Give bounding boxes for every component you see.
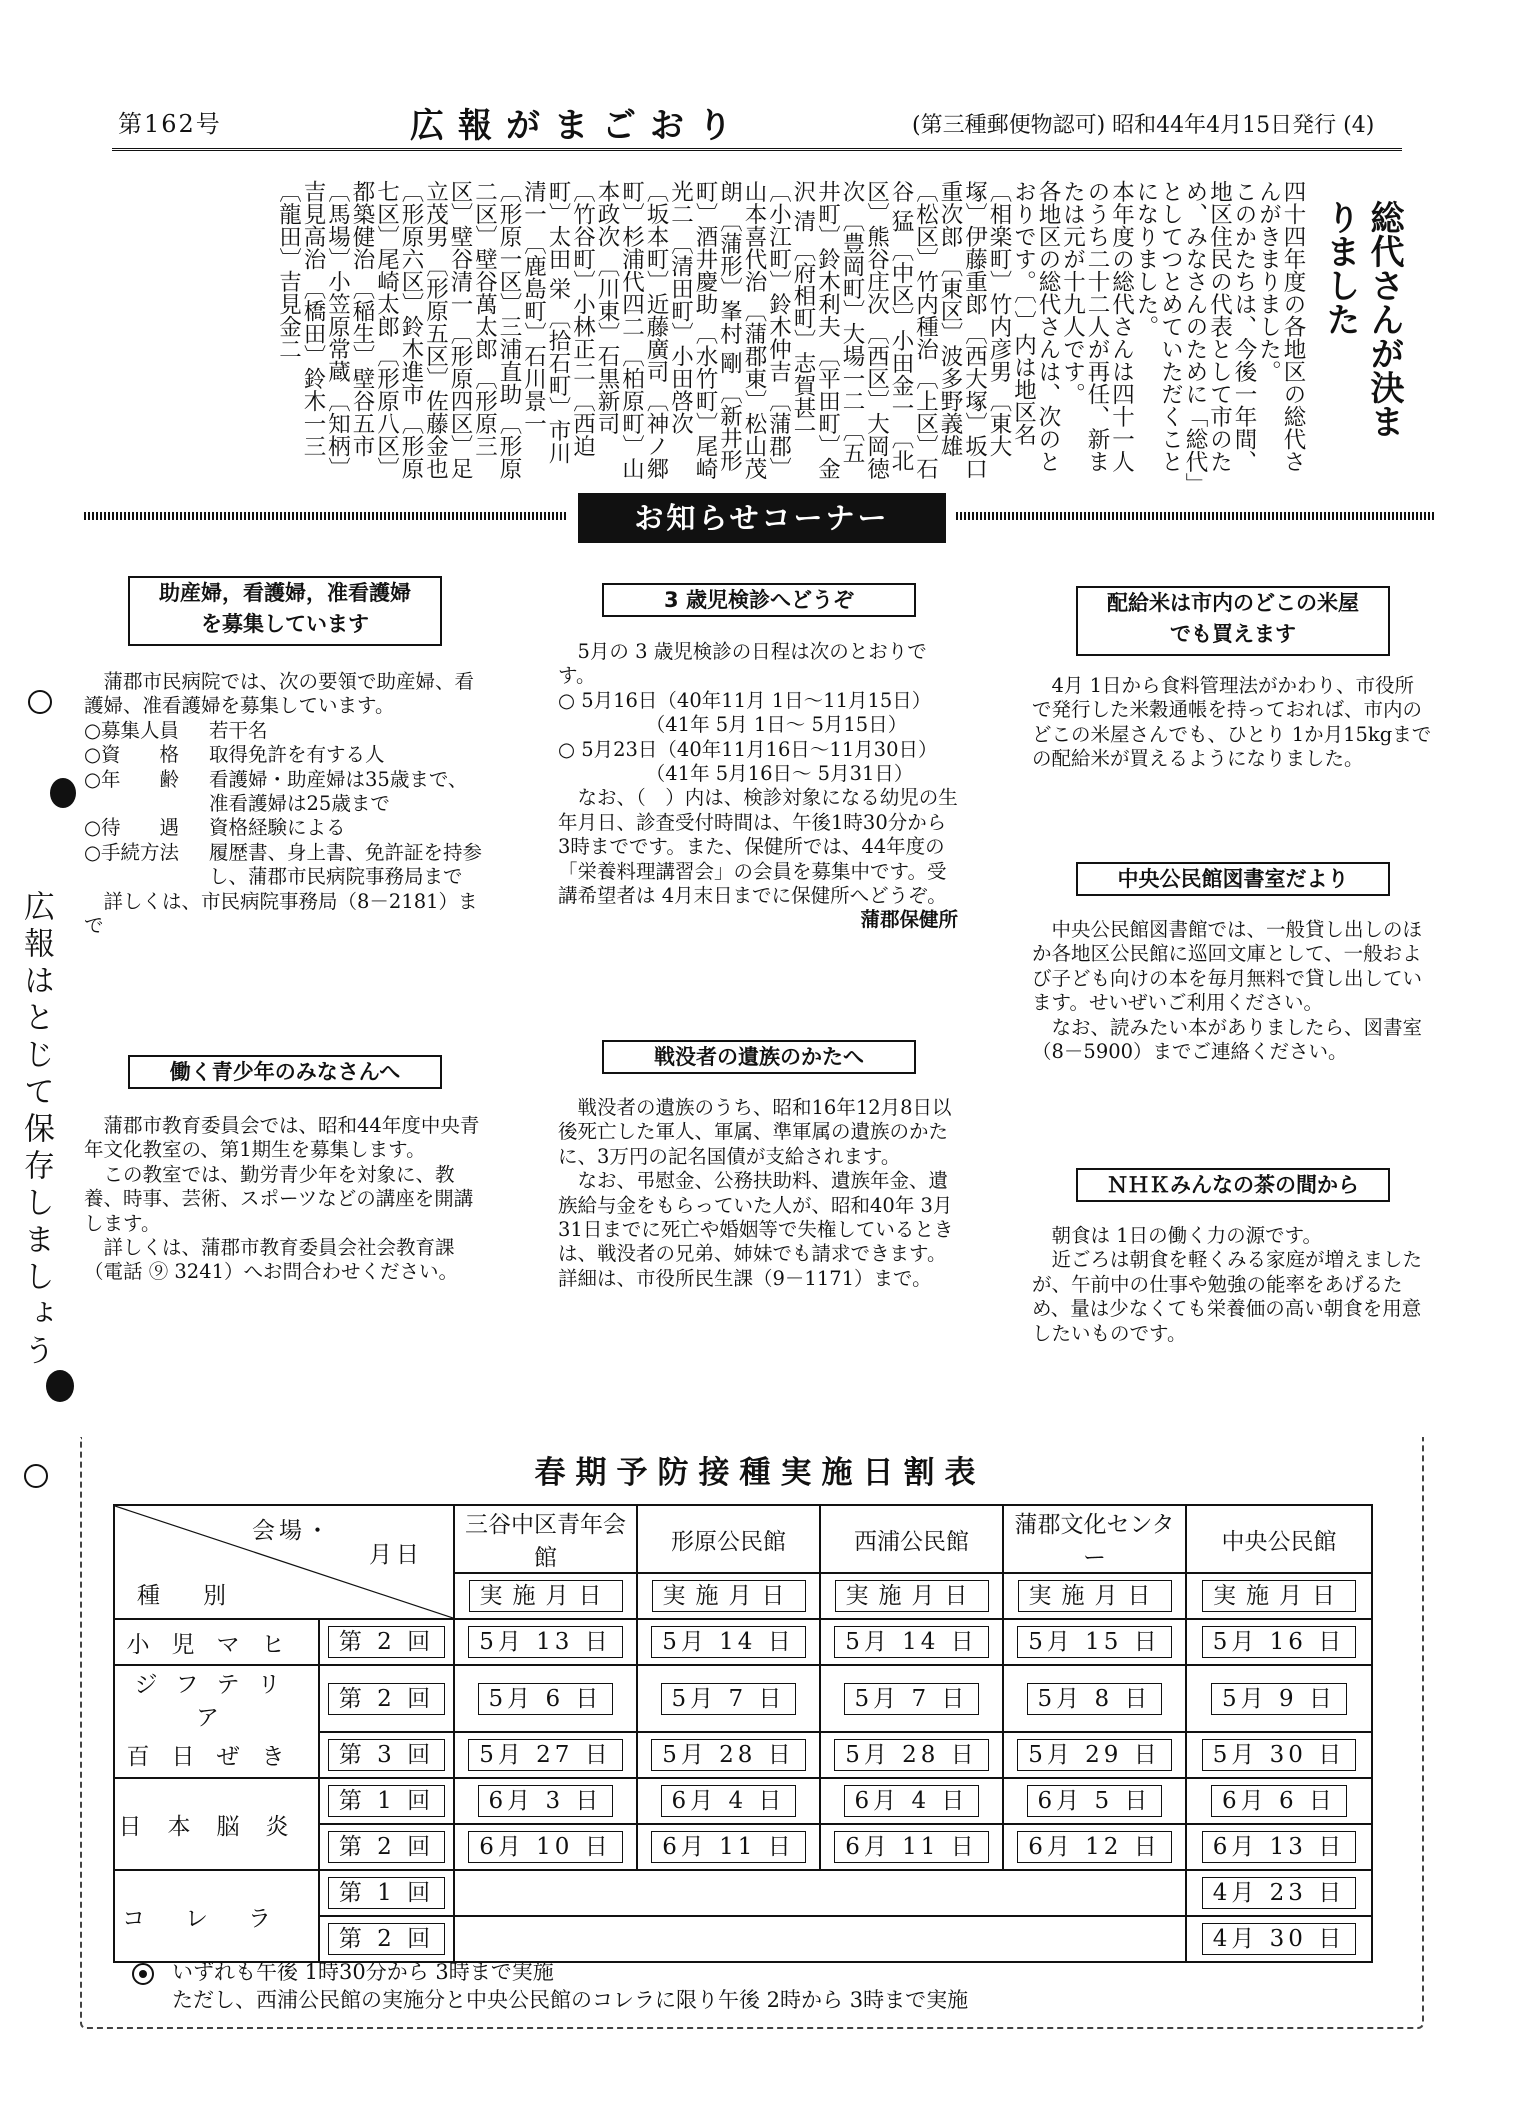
youth-article bbox=[84, 1114, 484, 1285]
disease-cell: 百日ぜき bbox=[114, 1732, 319, 1778]
binding-hole bbox=[28, 690, 52, 714]
date-cell bbox=[637, 1824, 820, 1870]
library-paragraph: なお、読みたい本がありましたら、図書室（8－5900）までご連絡ください。 bbox=[1032, 1015, 1423, 1064]
detail-value: 若干名 bbox=[209, 718, 268, 742]
sodai-paragraph: このかたちは、今後一年間、地区住民の代表として市のため、みなさんのために「総代」としてつとめていただくことになりました。 bbox=[1133, 180, 1257, 484]
date-value: 5月 6 日 bbox=[478, 1683, 614, 1715]
date-value: 5月 7 日 bbox=[661, 1683, 797, 1715]
date-cell bbox=[454, 1824, 637, 1870]
nhk-paragraph: 近ごろは朝食を軽くみる家庭が増えましたが、午前中の仕事や勉強の能率をあげるため、量は少なくても栄養価の高い朝食を用意したいものです。 bbox=[1032, 1248, 1423, 1345]
checkup-schedule-line: （41年 5月16日～ 5月31日） bbox=[558, 762, 914, 786]
empty-cell bbox=[454, 1870, 1186, 1916]
detail-row bbox=[84, 816, 484, 840]
date-cell bbox=[1003, 1732, 1186, 1778]
detail-value: 取得免許を有する人 bbox=[209, 743, 385, 767]
date-value: 6月 10 日 bbox=[468, 1831, 623, 1863]
vaccination-schedule-table bbox=[113, 1504, 1373, 1963]
checkup-schedule-line: ○ 5月23日（40年11月16日～11月30日） bbox=[558, 737, 938, 761]
checkup-heading: 3 歳児検診へどうぞ bbox=[602, 583, 916, 617]
nurse-details bbox=[84, 719, 484, 890]
venue-header bbox=[820, 1505, 1003, 1573]
date-value: 6月 5 日 bbox=[1027, 1785, 1163, 1817]
corner-label-date: 月日 bbox=[369, 1542, 423, 1568]
detail-row bbox=[84, 743, 484, 767]
subheader-label: 実施月日 bbox=[1018, 1580, 1172, 1612]
date-cell bbox=[1186, 1916, 1372, 1962]
subheader-cell bbox=[1003, 1573, 1186, 1619]
library-heading: 中央公民館図書室だより bbox=[1076, 862, 1390, 896]
date-cell bbox=[1186, 1732, 1372, 1778]
date-cell bbox=[637, 1665, 820, 1732]
date-value: 5月 28 日 bbox=[651, 1739, 806, 1771]
detail-label: ○待 遇 bbox=[84, 816, 180, 840]
sodai-paragraph: 各地区の総代さんは、次のとおりです。〔 〕内は地区名 bbox=[1010, 180, 1061, 473]
sodai-title: 総代さんが決まりました bbox=[1320, 200, 1404, 438]
header-rule bbox=[112, 148, 1402, 151]
table-row bbox=[114, 1870, 1372, 1916]
nurse-heading-line: 助産婦，看護婦，准看護婦 bbox=[159, 581, 411, 605]
date-cell bbox=[1186, 1665, 1372, 1732]
venue-name: 西浦公民館 bbox=[854, 1528, 969, 1555]
disease-cell: 小児マヒ bbox=[114, 1619, 319, 1665]
date-cell bbox=[820, 1824, 1003, 1870]
subheader-cell bbox=[1186, 1573, 1372, 1619]
date-cell bbox=[1186, 1870, 1372, 1916]
date-value: 6月 11 日 bbox=[834, 1831, 989, 1863]
detail-row bbox=[84, 719, 484, 743]
date-cell bbox=[1003, 1619, 1186, 1665]
venue-header bbox=[1003, 1505, 1186, 1573]
date-value: 5月 9 日 bbox=[1211, 1683, 1347, 1715]
empty-cell bbox=[454, 1916, 1186, 1962]
round-label: 第 3 回 bbox=[328, 1739, 445, 1771]
nhk-heading: ＮＨＫみんなの茶の間から bbox=[1076, 1168, 1390, 1202]
round-cell bbox=[319, 1916, 454, 1962]
youth-heading: 働く青少年のみなさんへ bbox=[128, 1055, 442, 1089]
nhk-article bbox=[1032, 1224, 1432, 1346]
venue-header bbox=[454, 1505, 637, 1573]
detail-row bbox=[84, 768, 484, 817]
date-value: 5月 27 日 bbox=[468, 1739, 623, 1771]
nurse-contact: 詳しくは、市民病院事務局（8－2181）まで bbox=[84, 889, 478, 938]
date-cell bbox=[820, 1778, 1003, 1824]
checkup-schedule-line: ○ 5月16日（40年11月 1日～11月15日） bbox=[558, 688, 932, 712]
sodai-article bbox=[80, 180, 1305, 485]
publication-info: (第三種郵便物認可) 昭和44年4月15日発行 (4) bbox=[912, 113, 1375, 138]
date-cell bbox=[637, 1778, 820, 1824]
corner-cell bbox=[114, 1505, 454, 1619]
detail-label: ○募集人員 bbox=[84, 718, 180, 742]
detail-row bbox=[84, 841, 484, 890]
table-header-row bbox=[114, 1505, 1372, 1573]
date-value: 5月 15 日 bbox=[1017, 1626, 1172, 1658]
checkup-body: なお、（ ）内は、検診対象になる幼児の生年月日、診査受付時間は、午後1時30分から3時までです。また、保健所では、44年度の「栄養料理講習会」の会員を募集中です。受講希望者は 4月末日までに保健所へどうぞ。 bbox=[558, 786, 958, 908]
youth-paragraph: この教室では、勤労青少年を対象に、教養、時事、芸術、スポーツなどの講座を開講します。 bbox=[84, 1162, 474, 1235]
notice-corner-title: お知らせコーナー bbox=[578, 493, 946, 543]
newsletter-title: 広報がまごおり bbox=[410, 106, 746, 146]
nurse-heading bbox=[128, 576, 442, 646]
bereaved-article bbox=[558, 1096, 958, 1291]
schedule-title: 春期予防接種実施日割表 bbox=[534, 1455, 986, 1491]
venue-header bbox=[637, 1505, 820, 1573]
round-label: 第 1 回 bbox=[328, 1877, 445, 1909]
detail-label: ○資 格 bbox=[84, 743, 180, 767]
bullet-icon bbox=[132, 1963, 154, 1985]
venue-header bbox=[1186, 1505, 1372, 1573]
corner-label-type: 種 別 bbox=[137, 1583, 236, 1609]
detail-value: 看護婦・助産婦は35歳まで、准看護婦は25歳まで bbox=[209, 767, 468, 816]
sodai-paragraph: 四十四年度の各地区の総代さんがきまりました。 bbox=[1255, 180, 1306, 473]
round-cell bbox=[319, 1778, 454, 1824]
round-cell bbox=[319, 1665, 454, 1732]
date-value: 5月 7 日 bbox=[844, 1683, 980, 1715]
date-cell bbox=[820, 1665, 1003, 1732]
date-cell bbox=[820, 1619, 1003, 1665]
corner-label-venue: 会場・ bbox=[252, 1518, 333, 1544]
date-value: 4月 23 日 bbox=[1202, 1877, 1357, 1909]
date-cell bbox=[1003, 1778, 1186, 1824]
date-cell bbox=[454, 1778, 637, 1824]
date-cell bbox=[454, 1619, 637, 1665]
disease-cell: コレラ bbox=[114, 1870, 319, 1962]
note-line bbox=[132, 1986, 968, 2014]
date-cell bbox=[637, 1732, 820, 1778]
date-cell bbox=[454, 1665, 637, 1732]
rice-heading bbox=[1076, 586, 1390, 656]
note-line bbox=[132, 1958, 968, 1986]
subheader-cell bbox=[454, 1573, 637, 1619]
date-value: 5月 14 日 bbox=[651, 1626, 806, 1658]
date-value: 5月 8 日 bbox=[1027, 1683, 1163, 1715]
date-cell bbox=[1186, 1824, 1372, 1870]
date-value: 5月 13 日 bbox=[468, 1626, 623, 1658]
date-value: 6月 3 日 bbox=[478, 1785, 614, 1817]
bereaved-paragraph: なお、弔慰金、公務扶助料、遺族年金、遺族給与金をもらっていた人が、昭和40年 3月31日までに死亡や婚姻等で失権しているときは、戦没者の兄弟、姉妹でも請求できます。詳細は、市役所民生課（9－1171）まで。 bbox=[558, 1169, 954, 1290]
round-label: 第 2 回 bbox=[328, 1923, 445, 1955]
date-cell bbox=[454, 1732, 637, 1778]
subheader-cell bbox=[820, 1573, 1003, 1619]
table-row bbox=[114, 1665, 1372, 1732]
youth-paragraph: 詳しくは、蒲郡市教育委員会社会教育課（電話 ⑨ 3241）へお問合わせください。 bbox=[84, 1236, 459, 1284]
issue-number: 第162号 bbox=[118, 110, 222, 138]
date-cell bbox=[1186, 1778, 1372, 1824]
round-label: 第 2 回 bbox=[328, 1831, 445, 1863]
checkup-signature: 蒲郡保健所 bbox=[860, 908, 958, 932]
disease-cell: 日本脳炎 bbox=[114, 1778, 319, 1870]
subheader-label: 実施月日 bbox=[469, 1580, 623, 1612]
date-cell bbox=[637, 1619, 820, 1665]
youth-paragraph: 蒲郡市教育委員会では、昭和44年度中央青年文化教室の、第1期生を募集します。 bbox=[84, 1114, 480, 1162]
date-value: 6月 13 日 bbox=[1202, 1831, 1357, 1863]
notice-bar-left bbox=[84, 512, 568, 520]
sodai-list: 〔相楽町〕竹内彦男 〔東大塚〕伊藤重郎 〔西大塚〕坂口重次郎 〔東区〕波多野義雄 〔松区〕竹内種治 〔上区〕石谷 猛 〔中区〕小田金一 〔北区〕熊谷庄次 〔西区〕大岡徳次 〔豊岡町〕大場一二 〔五井町〕鈴木利夫 〔平田町〕金沢 清 〔府相町〕志賀甚一 〔小江町〕鈴木仲吉 〔蒲郡〕山本喜代治 〔蒲郡東〕松山茂朗 〔蒲形〕峯村 剛 〔新井形町〕酒井慶助 〔水竹町〕尾崎光二 〔清田町〕小田啓次 〔坂本町〕近藤廣司 〔神ノ郷町〕杉浦代四二 〔柏原町〕山本政次 〔川東〕石黒新司 〔竹谷町〕小林正二 〔西迫町〕太田 栄 〔拾石町〕市川清一 〔鹿島町〕石川景一 〔形原一区〕三浦直助 〔形原二区〕壁谷萬太郎 〔形原三区〕壁谷清一 〔形原四区〕足立茂男 〔形原五区〕佐藤金也 〔形原六区〕鈴木進市 〔形原七区〕尾崎太郎 〔形原八区〕都築健治 〔稲生〕壁谷五市 〔馬場〕小笠原常蔵 〔知柄〕吉見高治 〔橋田〕鈴木一三 〔龍田〕吉見金二 bbox=[275, 180, 1012, 480]
detail-value: 資格経験による bbox=[209, 816, 346, 840]
subheader-label: 実施月日 bbox=[652, 1580, 806, 1612]
rice-paragraph: 4月 1日から食料管理法がかわり、市役所で発行した米穀通帳を持っておれば、市内のどこの米屋さんでも、ひとり 1か月15kgまでの配給米が買えるようになりました。 bbox=[1032, 674, 1432, 771]
date-value: 6月 11 日 bbox=[651, 1831, 806, 1863]
table-row bbox=[114, 1732, 1372, 1778]
venue-name: 形原公民館 bbox=[671, 1528, 786, 1555]
date-cell bbox=[1003, 1665, 1186, 1732]
round-cell bbox=[319, 1732, 454, 1778]
date-value: 5月 14 日 bbox=[834, 1626, 989, 1658]
bereaved-paragraph: 戦没者の遺族のうち、昭和16年12月8日以後死亡した軍人、軍属、準軍属の遺族のかたに、3万円の記名国債が支給されます。 bbox=[558, 1096, 952, 1168]
date-cell bbox=[820, 1732, 1003, 1778]
schedule-notes bbox=[132, 1958, 968, 2014]
round-cell bbox=[319, 1870, 454, 1916]
round-label: 第 2 回 bbox=[328, 1683, 445, 1715]
detail-value: 履歴書、身上書、免許証を持参し、蒲郡市民病院事務局まで bbox=[209, 840, 483, 889]
side-note: 広報はとじて保存しましょう bbox=[18, 890, 54, 1371]
date-cell bbox=[1186, 1619, 1372, 1665]
round-label: 第 1 回 bbox=[328, 1785, 445, 1817]
subheader-cell bbox=[637, 1573, 820, 1619]
detail-label: ○年 齢 bbox=[84, 767, 180, 791]
date-value: 6月 4 日 bbox=[661, 1785, 797, 1817]
rice-heading-line: 配給米は市内のどこの米屋 bbox=[1107, 591, 1359, 615]
rice-heading-line: でも買えます bbox=[1170, 622, 1296, 646]
date-value: 5月 30 日 bbox=[1202, 1739, 1357, 1771]
nurse-intro: 蒲郡市民病院では、次の要領で助産婦、看護婦、准看護婦を募集しています。 bbox=[84, 670, 475, 718]
subheader-label: 実施月日 bbox=[1202, 1580, 1356, 1612]
date-cell bbox=[1003, 1824, 1186, 1870]
checkup-schedule-line: （41年 5月 1日～ 5月15日） bbox=[558, 713, 908, 737]
date-value: 5月 29 日 bbox=[1017, 1739, 1172, 1771]
subheader-label: 実施月日 bbox=[835, 1580, 989, 1612]
disease-cell: ジフテリア bbox=[114, 1665, 319, 1732]
venue-name: 中央公民館 bbox=[1221, 1528, 1337, 1555]
checkup-article bbox=[558, 640, 958, 933]
library-paragraph: 中央公民館図書館では、一般貸し出しのほか各地区公民館に巡回文庫として、一般および子ども向けの本を毎月無料で貸し出しています。せいぜいご利用ください。 bbox=[1032, 918, 1423, 1015]
notice-bar-right bbox=[956, 512, 1436, 520]
checkup-intro: 5月の 3 歳児検診の日程は次のとおりです。 bbox=[558, 640, 927, 688]
round-cell bbox=[319, 1824, 454, 1870]
detail-label: ○手続方法 bbox=[84, 840, 180, 864]
date-value: 6月 6 日 bbox=[1211, 1785, 1347, 1817]
library-article bbox=[1032, 918, 1432, 1064]
date-value: 6月 12 日 bbox=[1017, 1831, 1172, 1863]
venue-name: 蒲郡文化センター bbox=[1014, 1512, 1175, 1571]
rice-article bbox=[1032, 674, 1432, 772]
table-row bbox=[114, 1619, 1372, 1665]
date-value: 4月 30 日 bbox=[1202, 1923, 1357, 1955]
note-text: ただし、西浦公民館の実施分と中央公民館のコレラに限り午後 2時から 3時まで実施 bbox=[172, 1988, 969, 2012]
date-value: 5月 16 日 bbox=[1202, 1626, 1357, 1658]
venue-name: 三谷中区青年会館 bbox=[465, 1512, 626, 1571]
date-value: 6月 4 日 bbox=[844, 1785, 980, 1817]
round-label: 第 2 回 bbox=[328, 1626, 445, 1658]
nurse-article bbox=[84, 670, 484, 938]
note-text: いずれも午後 1時30分から 3時まで実施 bbox=[172, 1960, 554, 1984]
table-row bbox=[114, 1778, 1372, 1824]
ink-blot bbox=[50, 778, 76, 808]
bereaved-heading: 戦没者の遺族のかたへ bbox=[602, 1040, 916, 1074]
date-value: 5月 28 日 bbox=[834, 1739, 989, 1771]
nhk-paragraph: 朝食は 1日の働く力の源です。 bbox=[1051, 1224, 1323, 1247]
ink-blot bbox=[46, 1370, 74, 1402]
nurse-heading-line: を募集しています bbox=[201, 612, 369, 636]
round-cell bbox=[319, 1619, 454, 1665]
sodai-paragraph: 本年度の総代さんは四十一人のうち二十二人が再任、新または元が十九人です。 bbox=[1059, 180, 1135, 473]
